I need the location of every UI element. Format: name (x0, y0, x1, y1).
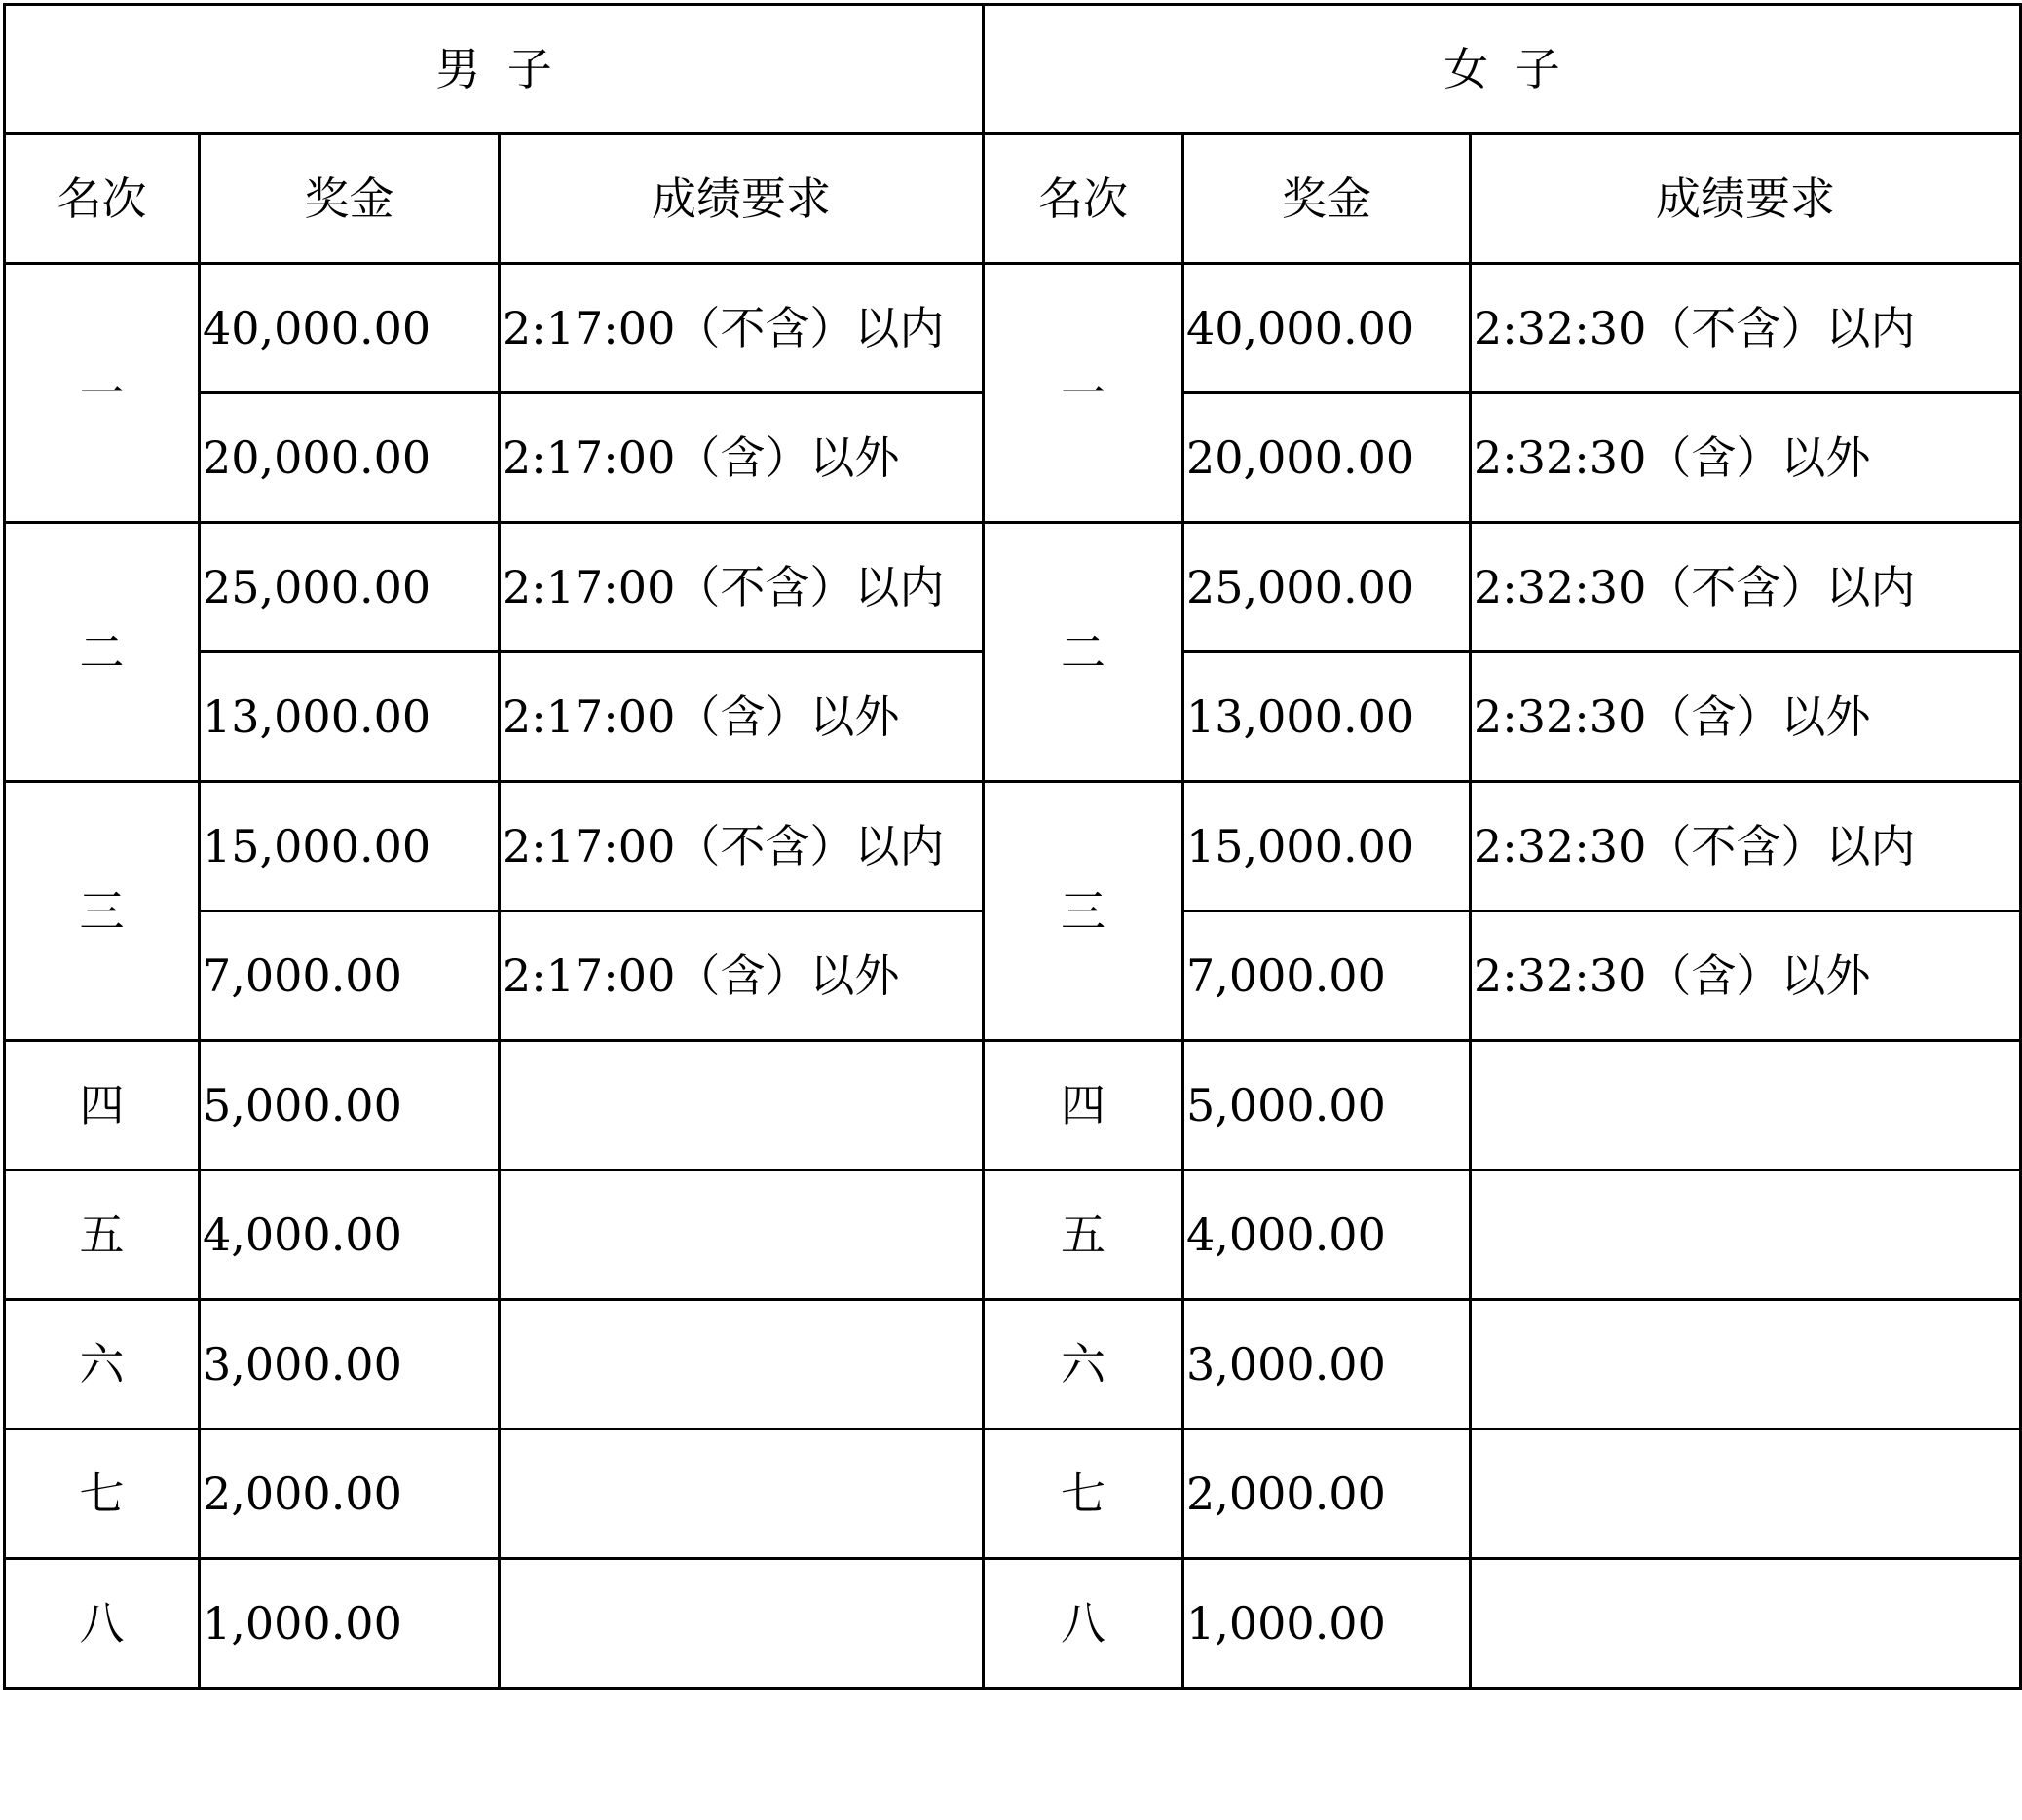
men-requirement-cell: 2:17:00（不含）以内 (500, 264, 984, 393)
table-row (5, 1300, 2021, 1430)
women-requirement-cell (1471, 1041, 2021, 1170)
women-amount-cell: 7,000.00 (1183, 911, 1471, 1041)
table-row (5, 523, 2021, 652)
men-amount-cell: 2,000.00 (200, 1430, 500, 1559)
women-requirement-cell (1471, 1170, 2021, 1300)
men-rank-cell: 一 (5, 264, 200, 523)
men-requirement-cell: 2:17:00（含）以外 (500, 393, 984, 523)
men-requirement-cell: 2:17:00（含）以外 (500, 911, 984, 1041)
women-requirement-cell: 2:32:30（不含）以内 (1471, 523, 2021, 652)
women-amount-cell: 5,000.00 (1183, 1041, 1471, 1170)
men-amount-cell: 40,000.00 (200, 264, 500, 393)
men-requirement-cell: 2:17:00（含）以外 (500, 652, 984, 782)
women-amount-cell: 25,000.00 (1183, 523, 1471, 652)
women-amount-cell: 3,000.00 (1183, 1300, 1471, 1430)
table-row (5, 264, 2021, 393)
women-group-title: 女子 (984, 5, 2021, 134)
men-amount-cell: 3,000.00 (200, 1300, 500, 1430)
men-amount-cell: 25,000.00 (200, 523, 500, 652)
women-requirement-cell: 2:32:30（含）以外 (1471, 393, 2021, 523)
men-rank-cell: 五 (5, 1170, 200, 1300)
men-rank-cell: 四 (5, 1041, 200, 1170)
men-rank-header: 名次 (5, 134, 200, 264)
women-prize-header: 奖金 (1183, 134, 1471, 264)
women-requirement-cell: 2:32:30（含）以外 (1471, 911, 2021, 1041)
table-row (5, 1430, 2021, 1559)
men-requirement-cell (500, 1041, 984, 1170)
men-requirement-cell: 2:17:00（不含）以内 (500, 523, 984, 652)
women-amount-cell: 15,000.00 (1183, 782, 1471, 911)
men-requirement-cell (500, 1559, 984, 1689)
women-requirement-cell: 2:32:30（不含）以内 (1471, 782, 2021, 911)
women-amount-cell: 40,000.00 (1183, 264, 1471, 393)
group-header-row (5, 5, 2021, 134)
men-prize-header: 奖金 (200, 134, 500, 264)
men-requirement-cell (500, 1170, 984, 1300)
women-requirement-cell (1471, 1300, 2021, 1430)
men-amount-cell: 13,000.00 (200, 652, 500, 782)
women-rank-cell: 三 (984, 782, 1183, 1041)
women-rank-cell: 四 (984, 1041, 1183, 1170)
women-rank-cell: 八 (984, 1559, 1183, 1689)
women-requirement-cell (1471, 1430, 2021, 1559)
men-rank-cell: 八 (5, 1559, 200, 1689)
men-rank-cell: 七 (5, 1430, 200, 1559)
women-rank-cell: 五 (984, 1170, 1183, 1300)
men-rank-cell: 六 (5, 1300, 200, 1430)
women-amount-cell: 1,000.00 (1183, 1559, 1471, 1689)
table-row (5, 1041, 2021, 1170)
table-row (5, 1170, 2021, 1300)
men-amount-cell: 7,000.00 (200, 911, 500, 1041)
women-requirement-cell (1471, 1559, 2021, 1689)
women-requirement-cell: 2:32:30（含）以外 (1471, 652, 2021, 782)
women-rank-cell: 六 (984, 1300, 1183, 1430)
table-row (5, 1559, 2021, 1689)
men-requirement-cell (500, 1430, 984, 1559)
men-amount-cell: 5,000.00 (200, 1041, 500, 1170)
prize-table (3, 3, 2022, 1690)
men-amount-cell: 15,000.00 (200, 782, 500, 911)
women-rank-cell: 七 (984, 1430, 1183, 1559)
women-amount-cell: 2,000.00 (1183, 1430, 1471, 1559)
men-group-title: 男子 (5, 5, 984, 134)
men-amount-cell: 20,000.00 (200, 393, 500, 523)
column-header-row (5, 134, 2021, 264)
table-row (5, 782, 2021, 911)
women-requirement-cell: 2:32:30（不含）以内 (1471, 264, 2021, 393)
women-rank-cell: 一 (984, 264, 1183, 523)
men-rank-cell: 三 (5, 782, 200, 1041)
men-rank-cell: 二 (5, 523, 200, 782)
men-amount-cell: 4,000.00 (200, 1170, 500, 1300)
women-amount-cell: 13,000.00 (1183, 652, 1471, 782)
women-requirement-header: 成绩要求 (1471, 134, 2021, 264)
women-amount-cell: 4,000.00 (1183, 1170, 1471, 1300)
men-requirement-cell (500, 1300, 984, 1430)
men-amount-cell: 1,000.00 (200, 1559, 500, 1689)
women-rank-header: 名次 (984, 134, 1183, 264)
women-amount-cell: 20,000.00 (1183, 393, 1471, 523)
women-rank-cell: 二 (984, 523, 1183, 782)
men-requirement-header: 成绩要求 (500, 134, 984, 264)
men-requirement-cell: 2:17:00（不含）以内 (500, 782, 984, 911)
